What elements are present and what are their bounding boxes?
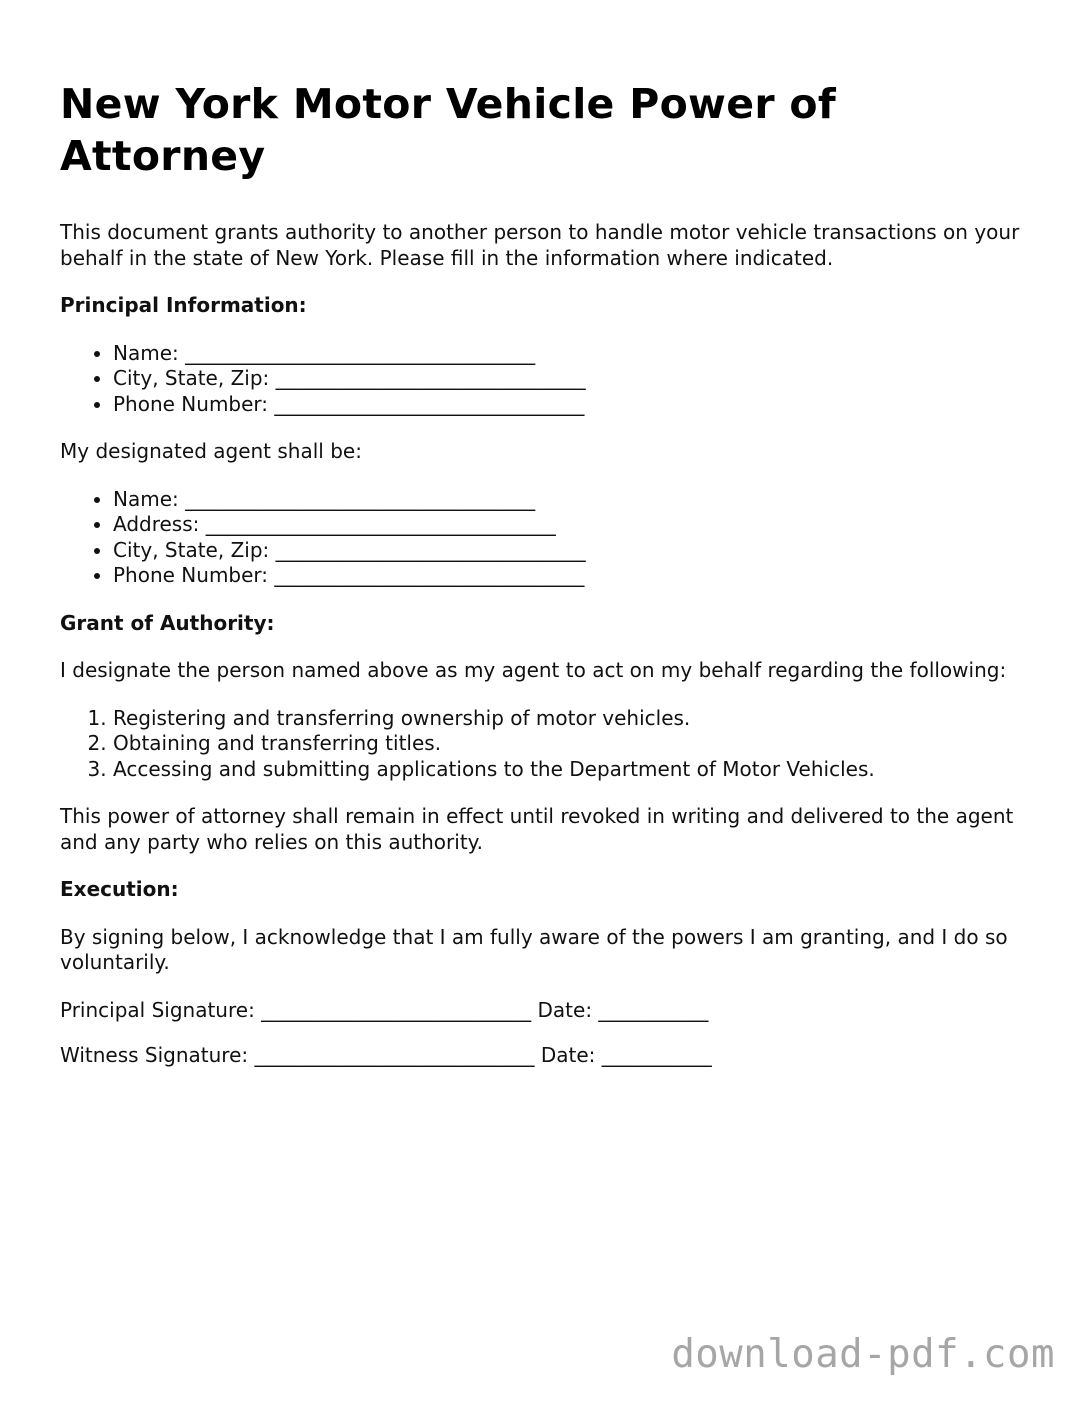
agent-phone-field: • Phone Number: _______________________________ [113,563,1040,589]
principal-heading: Principal Information: [60,293,307,317]
grant-intro: I designate the person named above as my agent to act on my behalf regarding the following: [60,658,1007,682]
principal-name-field: • Name: ___________________________________ [113,341,1040,367]
witness-signature-line: Witness Signature: ____________________________ Date: ___________ [60,1043,712,1067]
principal-fields-list [60,341,1040,418]
agent-city-state-zip-field: • City, State, Zip: _______________________________ [113,538,1040,564]
agent-address-field: • Address: ___________________________________ [113,512,1040,538]
document-page [60,78,1040,1089]
grant-items-list [60,706,1040,783]
principal-city-state-zip-field: • City, State, Zip: _______________________________ [113,366,1040,392]
agent-name-field: • Name: ___________________________________ [113,487,1040,513]
grant-item: 1. Registering and transferring ownership of motor vehicles. [113,706,1040,732]
grant-item: 2. Obtaining and transferring titles. [113,731,1040,757]
intro-paragraph: This document grants authority to another person to handle motor vehicle transactions on your behalf in the state of New York. Please fill in the information where indicated. [60,220,1020,270]
grant-heading: Grant of Authority: [60,610,275,635]
grant-item: 3. Accessing and submitting applications to the Department of Motor Vehicles. [113,757,1040,783]
agent-intro: My designated agent shall be: [60,439,362,463]
principal-signature-line: Principal Signature: ___________________________ Date: ___________ [60,997,709,1022]
execution-paragraph: By signing below, I acknowledge that I am fully aware of the powers I am granting, and I do so voluntarily. [60,924,1008,974]
agent-fields-list [60,487,1040,589]
principal-phone-field: • Phone Number: _______________________________ [113,392,1040,418]
page-title: New York Motor Vehicle Power of Attorney [60,80,837,180]
watermark: download-pdf.com [671,1332,1055,1377]
execution-heading: Execution: [60,877,179,901]
duration-paragraph: This power of attorney shall remain in effect until revoked in writing and delivered to the agent and any party who relies on this authority. [60,804,1014,854]
